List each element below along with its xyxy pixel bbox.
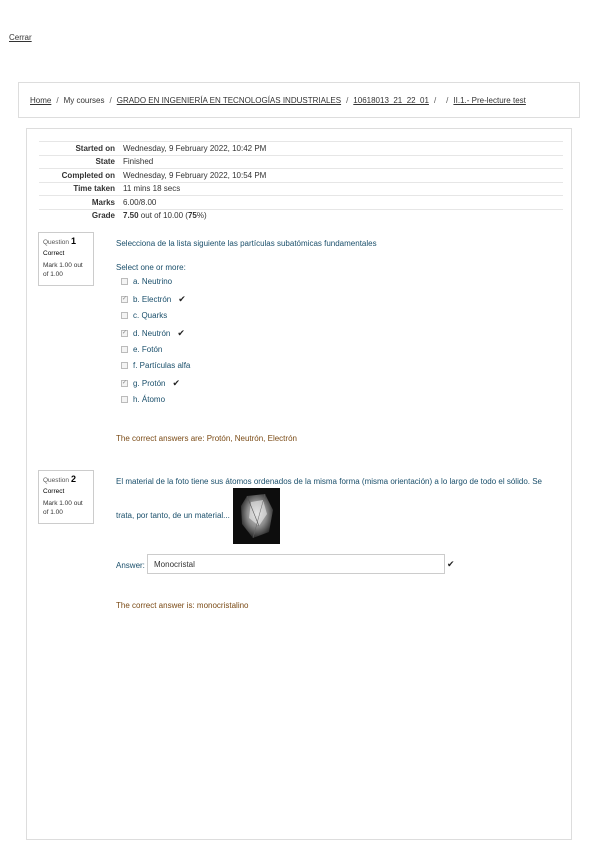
option-label: g. Protón — [133, 379, 166, 388]
breadcrumb-course-code[interactable]: 10618013_21_22_01 — [353, 96, 429, 105]
summary-value: 6.00/8.00 — [119, 196, 563, 210]
grade-end: %) — [196, 211, 207, 221]
summary-value: Finished — [119, 155, 563, 169]
summary-row — [39, 169, 563, 183]
question-state: Correct — [43, 250, 65, 258]
option-label: c. Quarks — [133, 311, 168, 320]
summary-key: Completed on — [39, 169, 119, 183]
option-atomo[interactable] — [121, 395, 165, 404]
grade-out-of: out of 10.00 ( — [138, 211, 188, 221]
summary-key: Marks — [39, 196, 119, 210]
question-2-text-line1: El material de la foto tiene sus átomos ordenados de la misma forma (misma orientación) a lo largo de todo el sólido. Se — [116, 477, 542, 486]
answer-label: Answer: — [116, 561, 145, 570]
question-2-text-line2: trata, por tanto, de un material... — [116, 511, 230, 520]
question-1-prompt: Select one or more: — [116, 263, 186, 272]
question-number — [43, 474, 89, 485]
option-particulas-alfa[interactable] — [121, 361, 190, 370]
question-number — [43, 236, 89, 247]
summary-value: 11 mins 18 secs — [119, 182, 563, 196]
breadcrumb-separator: / — [346, 96, 349, 105]
question-number-value: 1 — [71, 236, 77, 246]
question-label: Question — [43, 239, 70, 246]
correct-check-icon: ✔ — [177, 328, 185, 338]
question-label: Question — [43, 477, 70, 484]
crystal-photo — [233, 488, 280, 544]
cookie-close-link[interactable]: Cerrar — [9, 33, 32, 42]
question-number-value: 2 — [71, 474, 77, 484]
correct-check-icon: ✔ — [447, 559, 455, 569]
breadcrumb-separator: / — [109, 96, 112, 105]
option-quarks[interactable] — [121, 311, 167, 320]
correct-check-icon: ✔ — [178, 294, 186, 304]
summary-row — [39, 209, 563, 222]
checkbox[interactable] — [121, 312, 128, 319]
breadcrumb-home[interactable]: Home — [30, 96, 52, 105]
checkbox[interactable] — [121, 346, 128, 353]
option-neutron[interactable] — [121, 328, 185, 339]
question-1-text: Selecciona de la lista siguiente las partículas subatómicas fundamentales — [116, 239, 377, 248]
breadcrumb-my-courses[interactable]: My courses — [63, 96, 105, 105]
summary-key: State — [39, 155, 119, 169]
crystal-image — [233, 488, 280, 544]
option-label: e. Fotón — [133, 345, 163, 354]
option-label: h. Átomo — [133, 395, 166, 404]
option-electron[interactable] — [121, 294, 186, 305]
option-proton[interactable] — [121, 378, 180, 389]
summary-row — [39, 155, 563, 169]
checkbox[interactable] — [121, 278, 128, 285]
summary-value: Wednesday, 9 February 2022, 10:42 PM — [119, 142, 563, 156]
option-foton[interactable] — [121, 345, 162, 354]
checkbox-checked[interactable]: ✓ — [122, 330, 128, 336]
summary-key: Time taken — [39, 182, 119, 196]
option-label: a. Neutrino — [133, 277, 173, 286]
summary-value — [119, 209, 563, 222]
question-2-info — [38, 470, 94, 524]
question-1-info — [38, 232, 94, 286]
answer-input[interactable] — [147, 554, 445, 574]
question-mark: Mark 1.00 out of 1.00 — [43, 262, 83, 278]
breadcrumb-separator: / — [56, 96, 59, 105]
breadcrumb-separator: / — [446, 96, 449, 105]
question-2-feedback: The correct answer is: monocristalino — [116, 601, 249, 610]
grade-percent: 75 — [187, 211, 197, 221]
summary-row — [39, 182, 563, 196]
breadcrumb-course[interactable]: GRADO EN INGENIERÍA EN TECNOLOGÍAS INDUSTRIALES — [116, 96, 342, 105]
checkbox-checked[interactable]: ✓ — [122, 296, 128, 302]
option-label: f. Partículas alfa — [133, 361, 191, 370]
correct-check-icon: ✔ — [172, 378, 181, 388]
summary-row — [39, 196, 563, 210]
question-mark: Mark 1.00 out of 1.00 — [43, 500, 83, 516]
summary-row — [39, 142, 563, 156]
summary-key: Grade — [39, 209, 119, 222]
option-neutrino[interactable] — [121, 277, 172, 286]
checkbox[interactable] — [121, 396, 128, 403]
question-state: Correct — [43, 488, 65, 496]
option-label: d. Neutrón — [133, 329, 171, 338]
attempt-summary-table — [39, 141, 563, 222]
summary-key: Started on — [39, 142, 119, 156]
breadcrumb-bar — [18, 82, 580, 118]
grade-value: 7.50 — [123, 211, 139, 221]
checkbox[interactable] — [121, 362, 128, 369]
question-1-feedback: The correct answers are: Protón, Neutrón, Electrón — [116, 434, 297, 443]
checkbox-checked[interactable]: ✓ — [122, 380, 128, 386]
summary-value: Wednesday, 9 February 2022, 10:54 PM — [119, 169, 563, 183]
quiz-review — [26, 128, 572, 840]
option-label: b. Electrón — [133, 295, 172, 304]
breadcrumb — [30, 96, 526, 105]
breadcrumb-quiz[interactable]: II.1.- Pre-lecture test — [453, 96, 526, 105]
breadcrumb-separator: / — [433, 96, 437, 105]
